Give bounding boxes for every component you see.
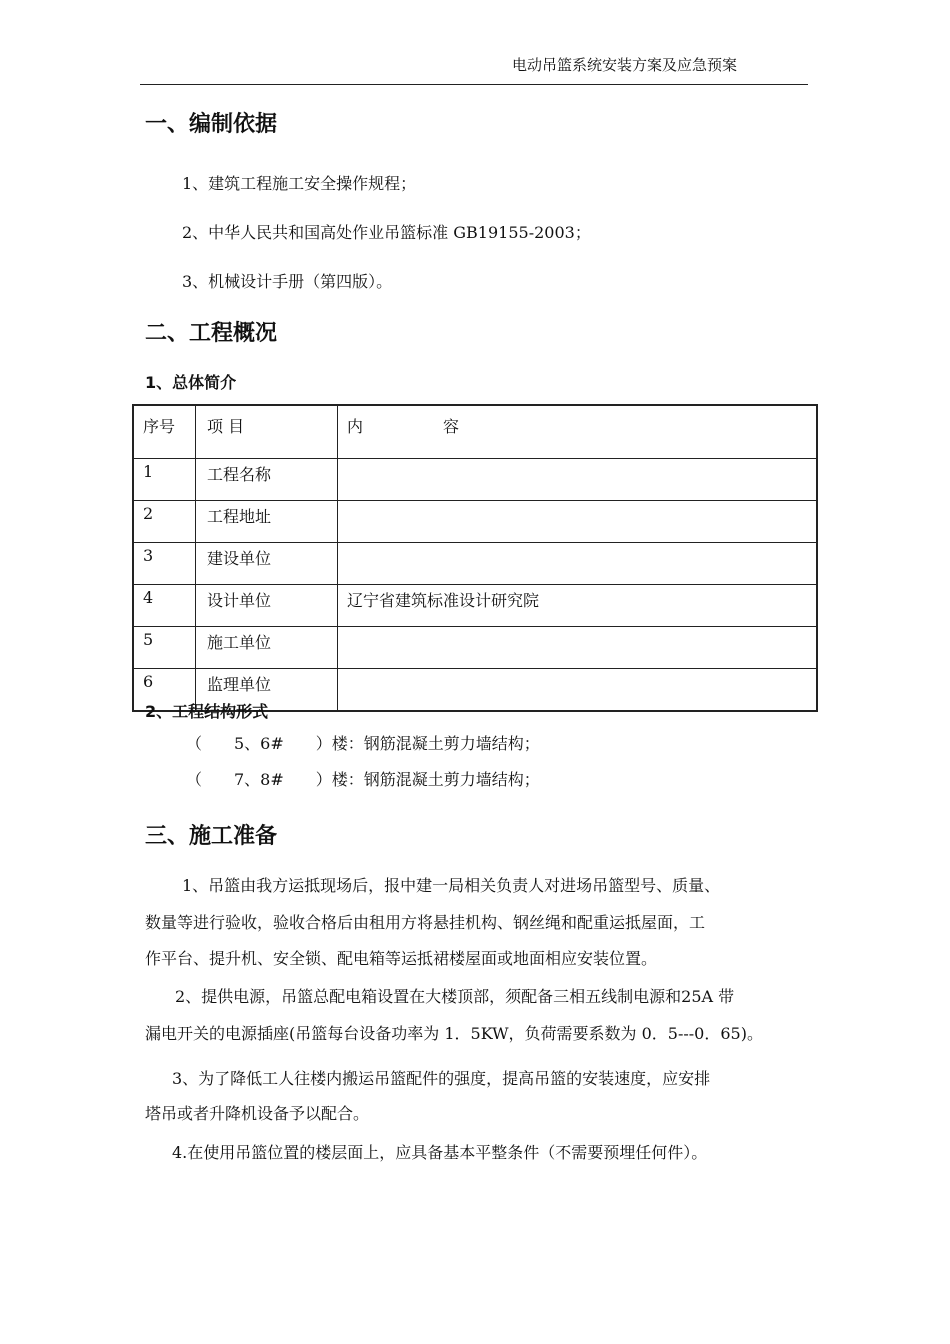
prep-line-5: 漏电开关的电源插座(吊篮每台设备功率为 1．5KW，负荷需要系数为 0．5---0．65)。 [145, 1024, 763, 1043]
basis-item-2: 2、中华人民共和国高处作业吊篮标准 GB19155-2003； [182, 223, 591, 242]
table-row [133, 459, 817, 501]
row-content [338, 459, 818, 501]
table-row [133, 627, 817, 669]
row-content [338, 543, 818, 585]
row-item: 工程地址 [196, 501, 338, 543]
prep-line-6: 3、为了降低工人往楼内搬运吊篮配件的强度，提高吊篮的安装速度，应安排 [172, 1069, 711, 1088]
row-no: 5 [133, 627, 196, 669]
row-content [338, 501, 818, 543]
header-cell-no: 序号 [133, 405, 196, 459]
page-header-title: 电动吊篮系统安装方案及应急预案 [512, 56, 738, 74]
row-item: 工程名称 [196, 459, 338, 501]
header-cell-content: 内 容 [338, 405, 818, 459]
structure-line-1: （ 5、6# ）楼：钢筋混凝土剪力墙结构； [186, 734, 540, 753]
table-row [133, 501, 817, 543]
row-item: 建设单位 [196, 543, 338, 585]
section-3-heading: 三、施工准备 [145, 824, 278, 849]
row-no: 3 [133, 543, 196, 585]
structure-line-2: （ 7、8# ）楼：钢筋混凝土剪力墙结构； [186, 770, 540, 789]
structure-subheading: 2、工程结构形式 [145, 702, 269, 721]
section-1-heading: 一、编制依据 [145, 112, 278, 137]
prep-line-4: 2、提供电源，吊篮总配电箱设置在大楼顶部，须配备三相五线制电源和25A 带 [175, 987, 735, 1006]
row-item: 设计单位 [196, 585, 338, 627]
prep-line-8: 4.在使用吊篮位置的楼层面上，应具备基本平整条件（不需要预埋任何件）。 [172, 1143, 708, 1162]
row-content [338, 669, 818, 712]
prep-line-1: 1、吊篮由我方运抵现场后，报中建一局相关负责人对进场吊篮型号、质量、 [182, 876, 721, 895]
prep-line-2: 数量等进行验收，验收合格后由租用方将悬挂机构、钢丝绳和配重运抵屋面，工 [145, 913, 706, 932]
row-content [338, 627, 818, 669]
header-rule [140, 84, 808, 85]
table-row [133, 585, 817, 627]
table-row [133, 543, 817, 585]
prep-line-7: 塔吊或者升降机设备予以配合。 [145, 1104, 370, 1123]
table-header-row [133, 405, 817, 459]
section-2-heading: 二、工程概况 [145, 321, 278, 346]
row-no: 1 [133, 459, 196, 501]
row-no: 2 [133, 501, 196, 543]
project-overview-table [132, 404, 818, 712]
row-no: 6 [133, 669, 196, 712]
row-content: 辽宁省建筑标准设计研究院 [338, 585, 818, 627]
basis-item-3: 3、机械设计手册（第四版）。 [182, 272, 393, 291]
header-cell-item: 项 目 [196, 405, 338, 459]
prep-line-3: 作平台、提升机、安全锁、配电箱等运抵裙楼屋面或地面相应安装位置。 [145, 949, 658, 968]
overview-subheading: 1、总体简介 [145, 373, 237, 392]
basis-item-1: 1、建筑工程施工安全操作规程； [182, 174, 417, 193]
row-item: 监理单位 [196, 669, 338, 712]
row-item: 施工单位 [196, 627, 338, 669]
row-no: 4 [133, 585, 196, 627]
